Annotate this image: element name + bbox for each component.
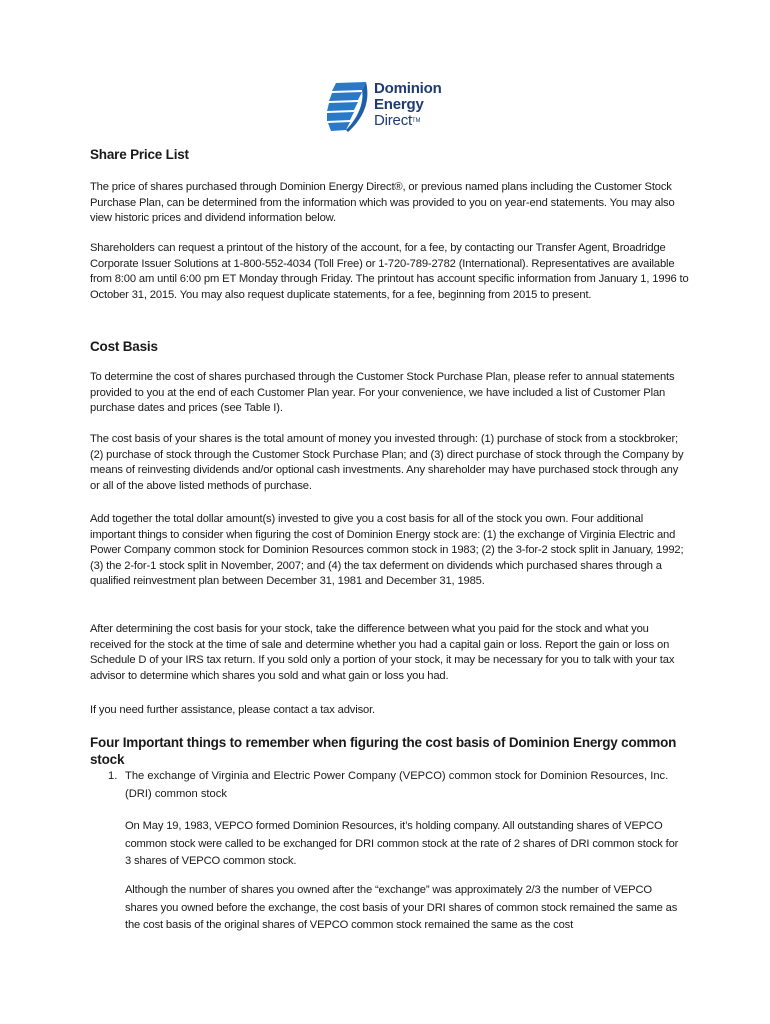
logo-wordmark bbox=[374, 81, 442, 129]
logo-line-energy: Energy bbox=[374, 96, 424, 113]
heading-share-price-list: Share Price List bbox=[90, 147, 189, 162]
list-item-text: The exchange of Virginia and Electric Power Company (VEPCO) common stock for Dominion Resources, Inc. (DRI) common stock bbox=[125, 770, 669, 800]
logo-trademark: TM bbox=[411, 118, 421, 124]
paragraph-vepco-formation: On May 19, 1983, VEPCO formed Dominion Resources, it’s holding company. All outstanding shares of VEPCO common stock were called to be exchanged for DRI common stock at the rate of 2 shares of DRI common stock for 3 shares of VEPCO common stock. bbox=[125, 820, 679, 867]
paragraph-cost-intro: To determine the cost of shares purchased through the Customer Stock Purchase Plan, please refer to annual statements provided to you at the end of each Customer Plan year. For your convenience, we have included a list of Customer Plan purchase dates and prices (see Table I). bbox=[90, 371, 675, 415]
paragraph-cost-definition: The cost basis of your shares is the total amount of money you invested through: (1) purchase of stock from a stockbroker; (2) purchase of stock through the Customer Stock Purchase Plan; and (3) direct purchase of stock through the Company by means of reinvesting dividends and/or optional cash investments. Any shareholder may have purchased stock through any or all of the above listed methods of purchase. bbox=[90, 433, 684, 492]
heading-four-important-things: Four Important things to remember when figuring the cost basis of Dominion Energy common stock bbox=[90, 735, 677, 767]
dominion-logo-icon bbox=[326, 80, 368, 134]
paragraph-tax-advisor: If you need further assistance, please contact a tax advisor. bbox=[90, 704, 376, 716]
paragraph-share-price-intro: The price of shares purchased through Dominion Energy Direct®, or previous named plans including the Customer Stock Purchase Plan, can be determined from the information which was provided to you on year-end statements. You may also view historic prices and dividend information below. bbox=[90, 181, 675, 225]
logo-line-direct bbox=[374, 113, 442, 129]
dominion-energy-direct-logo bbox=[326, 80, 456, 136]
paragraph-exchange-basis: Although the number of shares you owned after the “exchange” was approximately 2/3 the number of VEPCO shares you owned before the exchange, the cost basis of your DRI shares of common stock remained the same as the cost basis of the original shares of VEPCO common stock remained the same as the cost bbox=[125, 884, 678, 931]
paragraph-capital-gain: After determining the cost basis for your stock, take the difference between what you paid for the stock and what you received for the stock at the time of sale and determine whether you had a capital gain or loss. Report the gain or loss on Schedule D of your IRS tax return. If you sold only a portion of your stock, it may be necessary for you to talk with your tax advisor to determine which shares you sold and what gain or loss you had. bbox=[90, 623, 675, 682]
paragraph-four-considerations: Add together the total dollar amount(s) invested to give you a cost basis for all of the stock you own. Four additional important things to consider when figuring the cost of Dominion Energy stock are: (1) the exchange of Virginia Electric and Power Company common stock for Dominion Resources common stock in 1983; (2) the 3-for-2 stock split in January, 1992; (3) the 2-for-1 stock split in November, 2007; and (4) the tax deferment on dividends which purchased shares through a qualified reinvestment plan between December 31, 1981 and December 31, 1985. bbox=[90, 513, 684, 588]
logo-line-dominion: Dominion bbox=[374, 80, 442, 97]
list-item-number: 1. bbox=[108, 770, 118, 782]
logo-direct-text: Direct bbox=[374, 112, 412, 129]
heading-cost-basis: Cost Basis bbox=[90, 339, 158, 354]
paragraph-printout-request: Shareholders can request a printout of the history of the account, for a fee, by contacting our Transfer Agent, Broadridge Corporate Issuer Solutions at 1-800-552-4034 (Toll Free) or 1-720-789-2782 (International). Representatives are available from 8:00 am until 6:00 pm ET Monday through Friday. The printout has account specific information from January 1, 1996 to October 31, 2015. You may also request duplicate statements, for a fee, beginning from 2015 to present. bbox=[90, 242, 689, 301]
